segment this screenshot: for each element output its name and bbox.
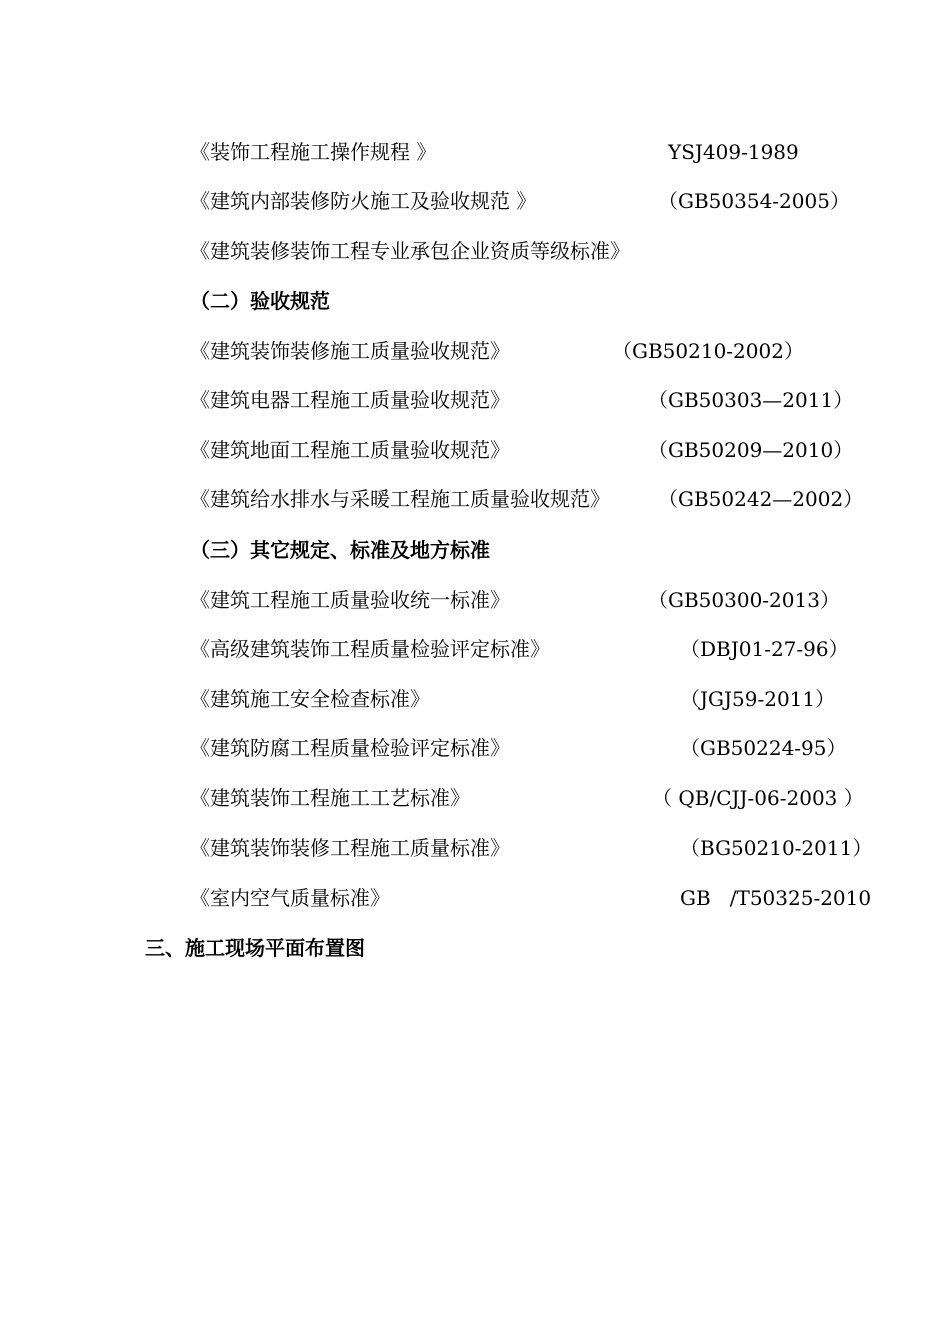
standard-title: 《建筑装饰工程施工工艺标准》 [190, 786, 470, 810]
standard-title: 《建筑防腐工程质量检验评定标准》 [190, 736, 510, 760]
standard-code: （GB50242—2002） [658, 487, 864, 511]
standard-code: （GB50209—2010） [648, 438, 854, 462]
subsection-heading: （三）其它规定、标准及地方标准 [190, 538, 490, 562]
section-heading: 三、施工现场平面布置图 [145, 936, 365, 960]
standard-title: 《建筑施工安全检查标准》 [190, 687, 430, 711]
standard-code: （ QB/CJJ-06-2003 ） [652, 786, 864, 810]
standard-title: 《建筑电器工程施工质量验收规范》 [190, 388, 510, 412]
standard-title: 《建筑装饰装修工程施工质量标准》 [190, 836, 510, 860]
standard-title: 《建筑装修装饰工程专业承包企业资质等级标准》 [190, 239, 630, 263]
standard-title: 《室内空气质量标准》 [190, 886, 390, 910]
standard-code: （GB50300-2013） [648, 588, 840, 612]
standard-code: GB /T50325-2010 [680, 886, 872, 910]
standard-title: 《建筑装饰装修施工质量验收规范》 [190, 339, 510, 363]
standard-code: （GB50354-2005） [658, 189, 850, 213]
standard-code: （GB50224-95） [680, 736, 847, 760]
standard-title: 《装饰工程施工操作规程 》 [190, 140, 437, 164]
standard-code: （JGJ59-2011） [680, 687, 836, 711]
standard-code: （GB50210-2002） [612, 339, 804, 363]
subsection-heading: （二）验收规范 [190, 289, 330, 313]
standard-title: 《建筑内部装修防火施工及验收规范 》 [190, 189, 537, 213]
standard-title: 《建筑给水排水与采暖工程施工质量验收规范》 [190, 487, 610, 511]
standard-code: （GB50303—2011） [648, 388, 854, 412]
standard-code: YSJ409-1989 [668, 140, 799, 164]
standard-title: 《建筑地面工程施工质量验收规范》 [190, 438, 510, 462]
standard-code: （BG50210-2011） [680, 836, 873, 860]
standard-title: 《建筑工程施工质量验收统一标准》 [190, 588, 510, 612]
standard-title: 《高级建筑装饰工程质量检验评定标准》 [190, 637, 550, 661]
standard-code: （DBJ01-27-96） [680, 637, 849, 661]
